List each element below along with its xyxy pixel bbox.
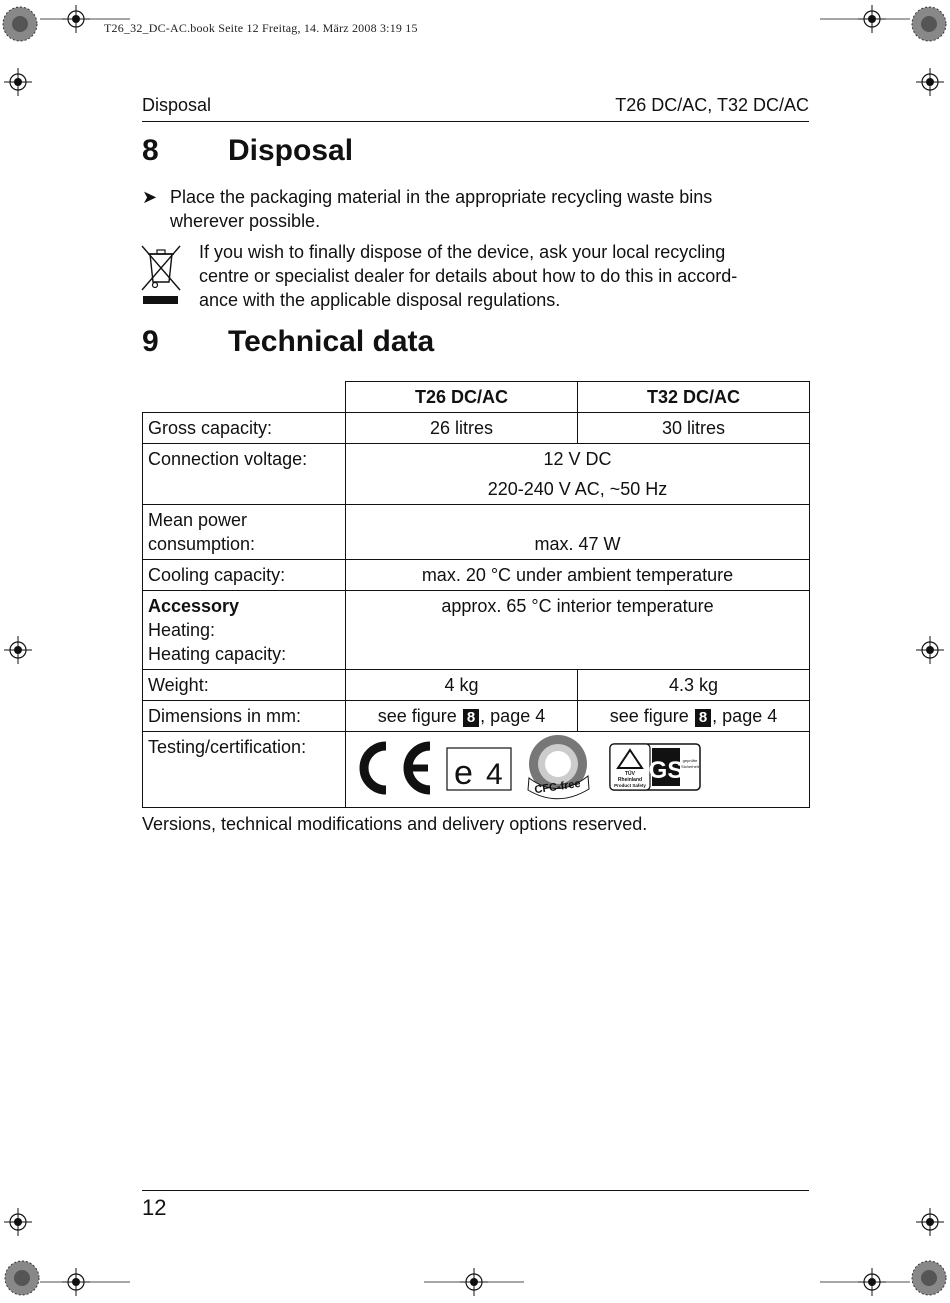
row-label: Gross capacity: (143, 413, 346, 444)
ce-mark-icon (364, 746, 430, 790)
note-line: ance with the applicable disposal regulations. (199, 290, 561, 310)
figure-number-badge: 8 (463, 709, 479, 727)
dims-prefix: see figure (377, 706, 457, 726)
cell-value: approx. 65 °C interior temperature (346, 591, 810, 670)
footer-note: Versions, technical modifications and delivery options reserved. (142, 814, 648, 834)
header-rule (142, 121, 809, 122)
instruction-line: Place the packaging material in the appropriate recycling waste bins (170, 187, 713, 207)
cfc-free-icon (528, 735, 589, 799)
label-line: consumption: (148, 534, 256, 554)
certification-logos-cell (346, 732, 810, 808)
cell-value: max. 20 °C under ambient temperature (346, 560, 810, 591)
table-row (143, 444, 810, 505)
disposal-instruction (170, 185, 712, 233)
accessory-label: Accessory (148, 596, 240, 616)
dims-prefix: see figure (609, 706, 689, 726)
section-title: Disposal (228, 134, 354, 167)
table-row (143, 591, 810, 670)
note-line: centre or specialist dealer for details about how to do this in accord- (199, 266, 738, 286)
note-line: If you wish to finally dispose of the device, ask your local recycling (199, 242, 726, 262)
gs-small: Sicherheit (681, 764, 699, 769)
certification-logos (346, 732, 806, 806)
running-header-right: T26 DC/AC, T32 DC/AC (615, 95, 809, 115)
cell-value (578, 701, 810, 732)
table-row (143, 701, 810, 732)
table-row (143, 505, 810, 560)
section-number: 8 (142, 134, 159, 167)
empty-header-cell (143, 382, 346, 413)
dims-suffix: , page 4 (712, 706, 778, 726)
e-mark-icon (447, 748, 511, 792)
row-label: Weight: (143, 670, 346, 701)
print-slug: T26_32_DC-AC.book Seite 12 Freitag, 14. März 2008 3:19 15 (104, 21, 418, 35)
voltage-ac: 220-240 V AC, ~50 Hz (487, 479, 668, 499)
page-number: 12 (142, 1195, 167, 1220)
tuv-gs-mark-icon (610, 744, 700, 790)
row-label: Cooling capacity: (143, 560, 346, 591)
table-row (143, 732, 810, 808)
cfc-text: CFC-free (533, 777, 582, 797)
row-label: Testing/certification: (143, 732, 346, 808)
tuv-line: TÜV (625, 771, 635, 777)
cell-value: 4.3 kg (578, 670, 810, 701)
instruction-line: wherever possible. (170, 211, 321, 231)
disposal-note (199, 240, 737, 312)
cell-value: 4 kg (346, 670, 578, 701)
running-header-left: Disposal (142, 95, 212, 115)
dims-suffix: , page 4 (480, 706, 546, 726)
bullet-arrow-icon: ➤ (142, 187, 158, 207)
gs-text: GS (648, 757, 684, 784)
table-header-row (143, 382, 810, 413)
row-label: Connection voltage: (143, 444, 346, 505)
section-heading-technical-data (142, 325, 434, 359)
figure-number-badge: 8 (695, 709, 711, 727)
footer-rule (142, 1190, 809, 1191)
voltage-dc: 12 V DC (543, 449, 612, 469)
tuv-line: Rheinland (617, 777, 643, 783)
row-label (143, 591, 346, 670)
emark-letter: e (454, 754, 473, 792)
cell-value (346, 701, 578, 732)
cell-value (346, 444, 810, 505)
gs-small: geprüfte (682, 758, 698, 763)
column-header-t26: T26 DC/AC (346, 382, 578, 413)
bin-underline-bar (143, 296, 178, 304)
cell-value: 26 litres (346, 413, 578, 444)
table-row (143, 413, 810, 444)
cell-value: 30 litres (578, 413, 810, 444)
row-label: Dimensions in mm: (143, 701, 346, 732)
heating-label: Heating: (148, 620, 216, 640)
technical-data-table (142, 381, 810, 808)
emark-number: 4 (486, 758, 503, 791)
column-header-t32: T32 DC/AC (578, 382, 810, 413)
table-row (143, 560, 810, 591)
section-heading-disposal (142, 134, 353, 168)
cell-value: max. 47 W (346, 505, 810, 560)
heating-capacity-label: Heating capacity: (148, 644, 287, 664)
label-line: Mean power (148, 510, 248, 530)
section-title: Technical data (228, 325, 435, 358)
section-number: 9 (142, 325, 159, 358)
crossed-out-wheelie-bin-icon (140, 244, 182, 292)
tuv-line: Product Safety (614, 783, 646, 788)
row-label (143, 505, 346, 560)
table-row (143, 670, 810, 701)
